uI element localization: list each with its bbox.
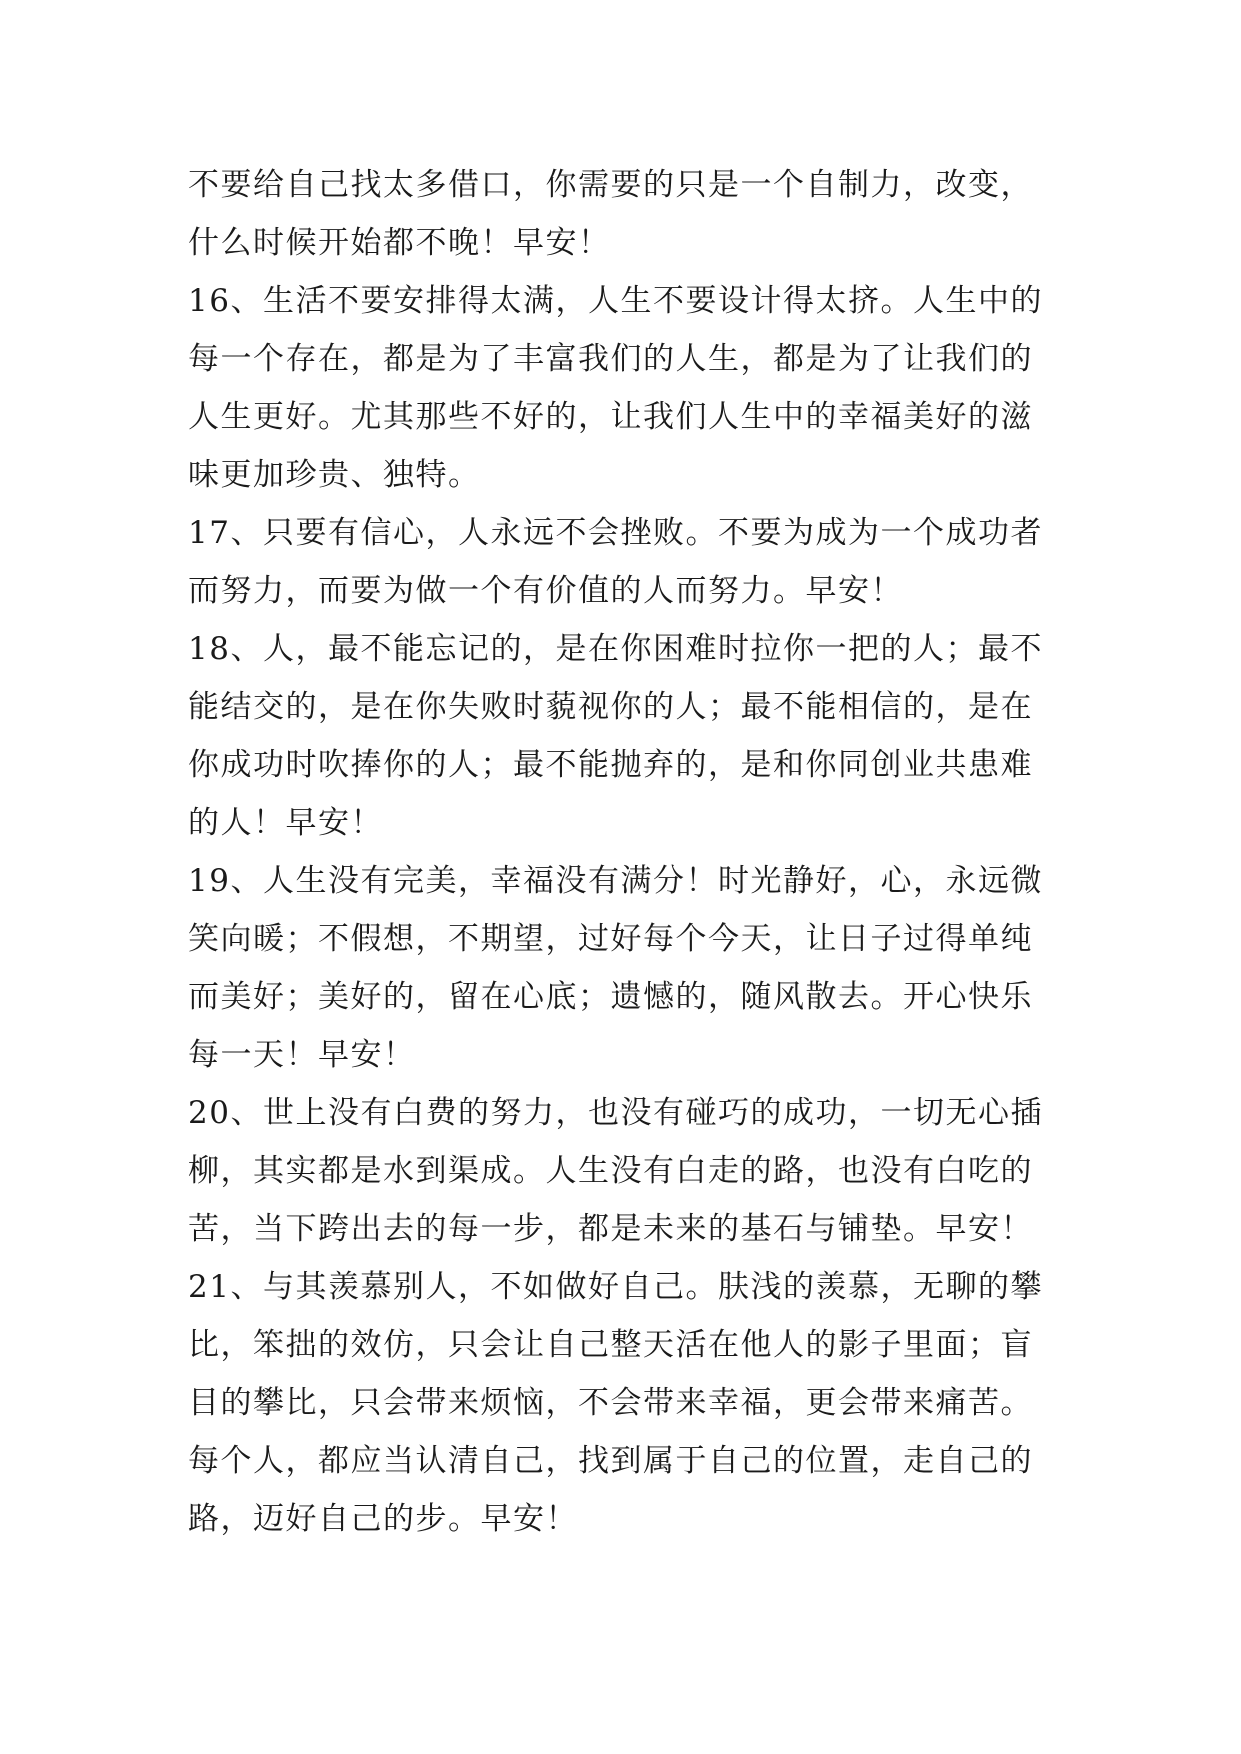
text-line: 你成功时吹捧你的人；最不能抛弃的，是和你同创业共患难: [188, 747, 1033, 783]
text-line: 能结交的，是在你失败时藐视你的人；最不能相信的，是在: [188, 689, 1033, 725]
text-line: 而美好；美好的，留在心底；遗憾的，随风散去。开心快乐: [188, 979, 1033, 1015]
text-line: 每一天！早安！: [188, 1037, 416, 1073]
text-line: 什么时候开始都不晚！早安！: [188, 225, 611, 261]
text-line: 18、人，最不能忘记的，是在你困难时拉你一把的人；最不: [188, 631, 1043, 667]
text-line: 柳，其实都是水到渠成。人生没有白走的路，也没有白吃的: [188, 1153, 1033, 1189]
text-line: 的人！早安！: [188, 805, 383, 841]
text-line: 目的攀比，只会带来烦恼，不会带来幸福，更会带来痛苦。: [188, 1385, 1033, 1421]
body-text: [188, 156, 1068, 1548]
text-line: 17、只要有信心，人永远不会挫败。不要为成为一个成功者: [188, 515, 1043, 551]
text-line: 笑向暖；不假想，不期望，过好每个今天，让日子过得单纯: [188, 921, 1033, 957]
text-line: 苦，当下跨出去的每一步，都是未来的基石与铺垫。早安！: [188, 1211, 1033, 1247]
text-line: 每一个存在，都是为了丰富我们的人生，都是为了让我们的: [188, 341, 1033, 377]
text-line: 16、生活不要安排得太满，人生不要设计得太挤。人生中的: [188, 283, 1043, 319]
text-line: 而努力，而要为做一个有价值的人而努力。早安！: [188, 573, 903, 609]
text-line: 路，迈好自己的步。早安！: [188, 1501, 578, 1537]
text-line: 不要给自己找太多借口，你需要的只是一个自制力，改变，: [188, 167, 1033, 203]
text-line: 19、人生没有完美，幸福没有满分！时光静好，心，永远微: [188, 863, 1043, 899]
text-line: 每个人，都应当认清自己，找到属于自己的位置，走自己的: [188, 1443, 1033, 1479]
text-line: 20、世上没有白费的努力，也没有碰巧的成功，一切无心插: [188, 1095, 1043, 1131]
text-line: 21、与其羡慕别人，不如做好自己。肤浅的羡慕，无聊的攀: [188, 1269, 1043, 1305]
text-line: 人生更好。尤其那些不好的，让我们人生中的幸福美好的滋: [188, 399, 1033, 435]
text-line: 味更加珍贵、独特。: [188, 457, 481, 493]
text-line: 比，笨拙的效仿，只会让自己整天活在他人的影子里面；盲: [188, 1327, 1033, 1363]
